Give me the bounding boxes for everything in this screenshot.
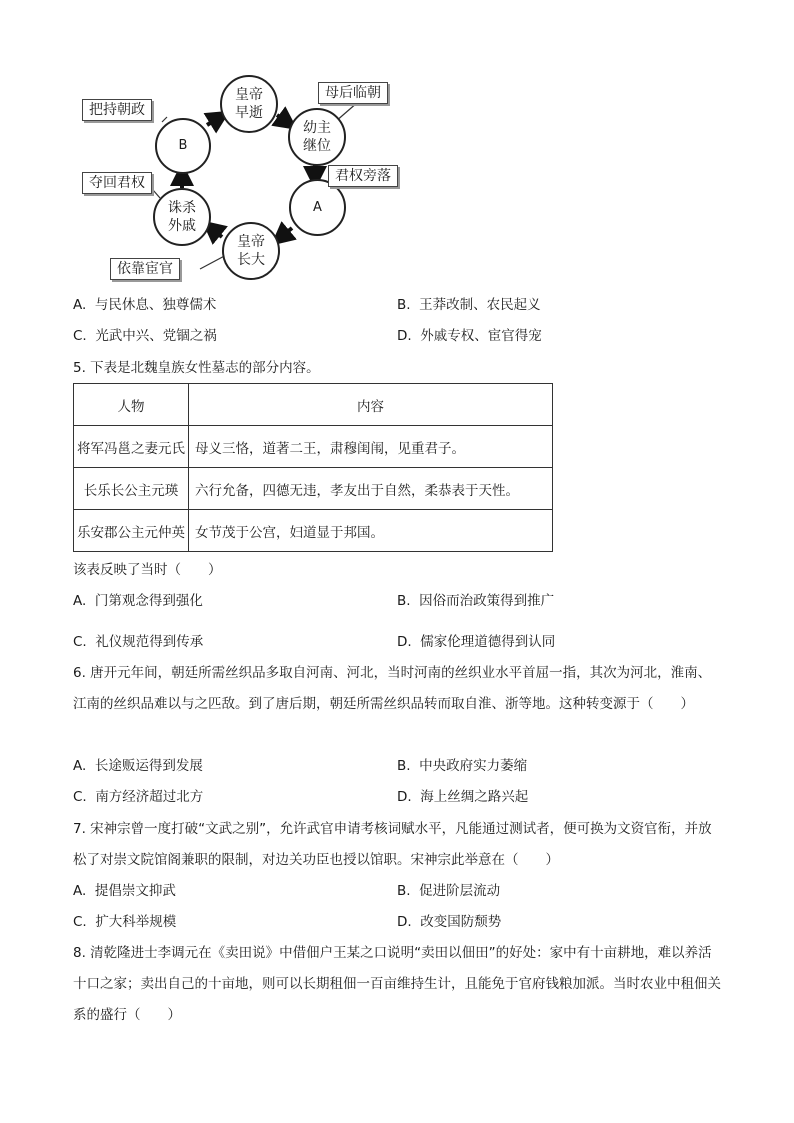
option-letter: D. — [397, 914, 412, 930]
option-text: 外戚专权、宦官得宠 — [420, 328, 542, 344]
option-text: 礼仪规范得到传承 — [95, 634, 204, 650]
option-text: 海上丝绸之路兴起 — [420, 789, 529, 805]
option-text: 扩大科举规模 — [95, 914, 177, 930]
label-control-court: 把持朝政 — [82, 99, 152, 121]
q6-stem: 6. 唐开元年间，朝廷所需丝织品多取自河南、河北，当时河南的丝织业水平首屈一指，其次为河北，淮南、江南的丝织品难以与之匹敌。到了唐后期，朝廷所需丝织品转而取自淮、浙等地。这种转变源于（ ） — [73, 665, 712, 712]
option-text: 与民休息、独尊儒术 — [94, 297, 217, 313]
table-header-person: 人物 — [74, 384, 189, 426]
q8-stem: 8. 清乾隆进士李调元在《卖田说》中借佃户王某之口说明“卖田以佃田”的好处：家中有十亩耕地，难以养活十口之家；卖出自己的十亩地，则可以长期租佃一百亩维持生计，且能免于官府钱粮加派。当时农业中租佃关系的盛行（ ） — [73, 945, 721, 1023]
table-header-content: 内容 — [189, 384, 553, 426]
option-letter: D. — [397, 634, 412, 650]
option-letter: C. — [73, 328, 87, 344]
option-text: 南方经济超过北方 — [95, 789, 204, 805]
circle-b — [155, 118, 211, 174]
q7-option-a[interactable] — [73, 881, 176, 901]
option-letter: A. — [73, 883, 87, 899]
option-text: 长途贩运得到发展 — [94, 758, 203, 774]
q6-option-a[interactable] — [73, 756, 203, 776]
option-letter: B. — [397, 593, 411, 609]
circle-text-line2: 外戚 — [168, 218, 196, 234]
table-cell-person: 将军冯邕之妻元氏 — [74, 426, 189, 468]
circle-text-line1: 诛杀 — [168, 200, 196, 216]
table-cell-content: 母义三恪，道著二王，肃穆闺闱，见重君子。 — [189, 426, 553, 468]
q4-option-b[interactable] — [397, 295, 541, 315]
label-regain-power: 夺回君权 — [82, 172, 152, 194]
option-text: 门第观念得到强化 — [94, 593, 203, 609]
q5-tail: 该表反映了当时（ ） — [73, 562, 222, 578]
circle-a-label: A — [313, 199, 322, 215]
option-text: 中央政府实力萎缩 — [419, 758, 528, 774]
q5-option-c[interactable] — [73, 632, 203, 652]
option-text: 王莽改制、农民起义 — [419, 297, 541, 313]
circle-text-line1: 皇帝 — [237, 234, 265, 250]
table-cell-content: 女节茂于公宫，妇道显于邦国。 — [189, 510, 553, 552]
option-letter: C. — [73, 634, 87, 650]
option-letter: B. — [397, 883, 411, 899]
circle-b-label: B — [178, 138, 188, 153]
q7-option-b[interactable] — [397, 881, 500, 901]
option-text: 因俗而治政策得到推广 — [419, 593, 555, 609]
option-text: 光武中兴、党锢之祸 — [95, 328, 217, 344]
q6-option-b[interactable] — [397, 756, 527, 776]
option-letter: C. — [73, 914, 87, 930]
history-cycle-diagram — [70, 75, 410, 290]
circle-emperor-early-death — [220, 75, 278, 133]
q7-stem: 7. 宋神宗曾一度打破“文武之别”，允许武官申请考核词赋水平，凡能通过测试者，便可换为文资官衔，并放松了对崇文院馆阁兼职的限制，对边关功臣也授以馆职。宋神宗此举意在（ ） — [73, 821, 712, 868]
table-row — [74, 468, 553, 510]
table-cell-person: 乐安郡公主元仲英 — [74, 510, 189, 552]
circle-emperor-grown — [222, 222, 280, 280]
table-cell-person: 长乐长公主元瑛 — [74, 468, 189, 510]
circle-text-line2: 早逝 — [235, 105, 263, 121]
q5-option-a[interactable] — [73, 591, 203, 611]
option-text: 促进阶层流动 — [419, 883, 501, 899]
table-row — [74, 510, 553, 552]
circle-a — [289, 179, 346, 236]
circle-text-line1: 幼主 — [303, 120, 331, 136]
q5-table — [73, 383, 553, 552]
q4-option-d[interactable] — [397, 326, 542, 346]
circle-young-ruler — [288, 108, 346, 166]
option-letter: A. — [73, 297, 87, 313]
q5-stem: 5. 下表是北魏皇族女性墓志的部分内容。 — [73, 360, 320, 376]
q7-option-d[interactable] — [397, 912, 501, 932]
q6-option-c[interactable] — [73, 787, 203, 807]
circle-text-line1: 皇帝 — [235, 87, 263, 103]
table-header-row — [74, 384, 553, 426]
q5-option-b[interactable] — [397, 591, 554, 611]
label-rely-eunuchs: 依靠宦官 — [110, 258, 180, 280]
circle-text-line2: 继位 — [303, 138, 331, 154]
option-letter: A. — [73, 593, 87, 609]
q4-option-c[interactable] — [73, 326, 217, 346]
option-letter: D. — [397, 328, 412, 344]
table-row — [74, 426, 553, 468]
option-letter: B. — [397, 297, 411, 313]
q4-option-a[interactable] — [73, 295, 216, 315]
option-letter: C. — [73, 789, 87, 805]
label-empress-dowager-regency: 母后临朝 — [318, 82, 388, 104]
q6-option-d[interactable] — [397, 787, 528, 807]
circle-kill-relatives — [153, 188, 211, 246]
label-power-lost: 君权旁落 — [328, 165, 398, 187]
q7-option-c[interactable] — [73, 912, 176, 932]
table-cell-content: 六行允备，四德无违，孝友出于自然，柔恭表于天性。 — [189, 468, 553, 510]
q5-option-d[interactable] — [397, 632, 555, 652]
option-text: 儒家伦理道德得到认同 — [420, 634, 556, 650]
option-letter: B. — [397, 758, 411, 774]
option-letter: D. — [397, 789, 412, 805]
option-text: 改变国防颓势 — [420, 914, 502, 930]
circle-text-line2: 长大 — [237, 252, 265, 268]
option-text: 提倡崇文抑武 — [94, 883, 176, 899]
option-letter: A. — [73, 758, 87, 774]
